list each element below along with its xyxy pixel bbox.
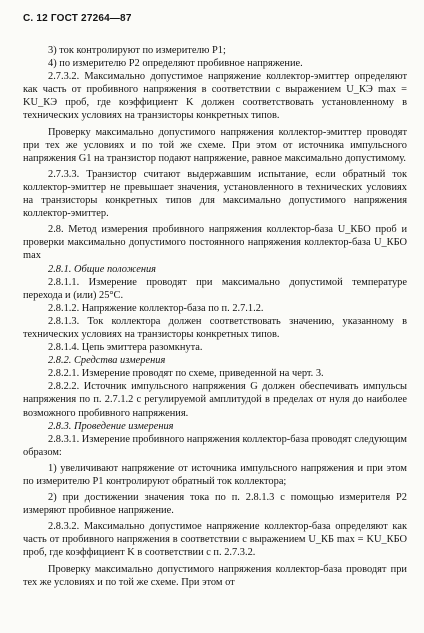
paragraph: 2.8.3.1. Измерение пробивного напряжения коллектор-база проводят следующим образом: — [23, 433, 408, 458]
paragraph: 4) по измерителю P2 определяют пробивное напряжение. — [48, 58, 303, 70]
paragraph: 2.8.2.1. Измерение проводят по схеме, приведенной на черт. 3. — [48, 368, 324, 380]
paragraph: 2.8.1.4. Цепь эмиттера разомкнута. — [48, 342, 203, 354]
document-body — [23, 44, 407, 589]
paragraph: 2.8.3.2. Максимально допустимое напряжение коллектор-база определяют как часть от пробивного напряжения в соответствии с выражением U_КБ max = KU_КБО проб, где коэффициент K в соответствии с п. 2.7.3.2. — [23, 521, 407, 559]
paragraph: 1) увеличивают напряжение от источника импульсного напряжения и при этом по измерителю P1 контролируют обратный ток коллектора; — [23, 462, 407, 487]
paragraph: 2.8.1.1. Измерение проводят при максимально допустимой температуре перехода и (или) 25°С. — [23, 276, 407, 301]
subsection-heading: 2.8.2. Средства измерения — [48, 355, 166, 367]
paragraph: 2.7.3.3. Транзистор считают выдержавшим испытание, если обратный ток коллектор-эмиттер не превышает значения, установленного в технических условиях на транзисторы конкретных типов для максимально допустимого напряжения коллектор-эмиттер. — [23, 168, 407, 220]
paragraph: 3) ток контролируют по измерителю P1; — [48, 45, 226, 56]
paragraph: 2.7.3.2. Максимально допустимое напряжение коллектор-эмиттер определяют как часть от пробивного напряжения в соответствии с выражением U_КЭ max = KU_КЭ проб, где коэффициент K должен соответствовать установленному в технических условиях на транзисторы конкретных типов. — [23, 71, 407, 122]
page-header: С. 12 ГОСТ 27264—87 — [23, 13, 132, 24]
section-heading: 2.8. Метод измерения пробивного напряжения коллектор-база U_КБО проб и проверки максимально допустимого постоянного напряжения коллектор-база U_КБО max — [23, 224, 407, 262]
paragraph: 2.8.1.3. Ток коллектора должен соответствовать значению, указанному в технических условиях на транзисторы конкретных типов. — [23, 315, 407, 340]
subsection-heading: 2.8.1. Общие положения — [48, 263, 157, 275]
paragraph: 2.8.1.2. Напряжение коллектор-база по п. 2.7.1.2. — [48, 302, 264, 314]
paragraph: Проверку максимально допустимого напряжения коллектор-база проводят при тех же условиях и по той же схеме. При этом от — [23, 563, 407, 588]
paragraph: 2.8.2.2. Источник импульсного напряжения G должен обеспечивать импульсы напряжения по п. 2.7.1.2 с регулируемой амплитудой в пределах от нуля до наиболее возможного пробивного напряжения. — [23, 381, 407, 419]
paragraph: 2) при достижении значения тока по п. 2.8.1.3 с помощью измерителя P2 измеряют пробивное напряжение. — [23, 492, 407, 517]
paragraph: Проверку максимально допустимого напряжения коллектор-эмиттер проводят при тех же условиях и по той же схеме. При этом от источника импульсного напряжения G1 на транзистор подают напряжение, равное максимально допустимому. — [23, 126, 407, 164]
subsection-heading: 2.8.3. Проведение измерения — [48, 420, 174, 432]
